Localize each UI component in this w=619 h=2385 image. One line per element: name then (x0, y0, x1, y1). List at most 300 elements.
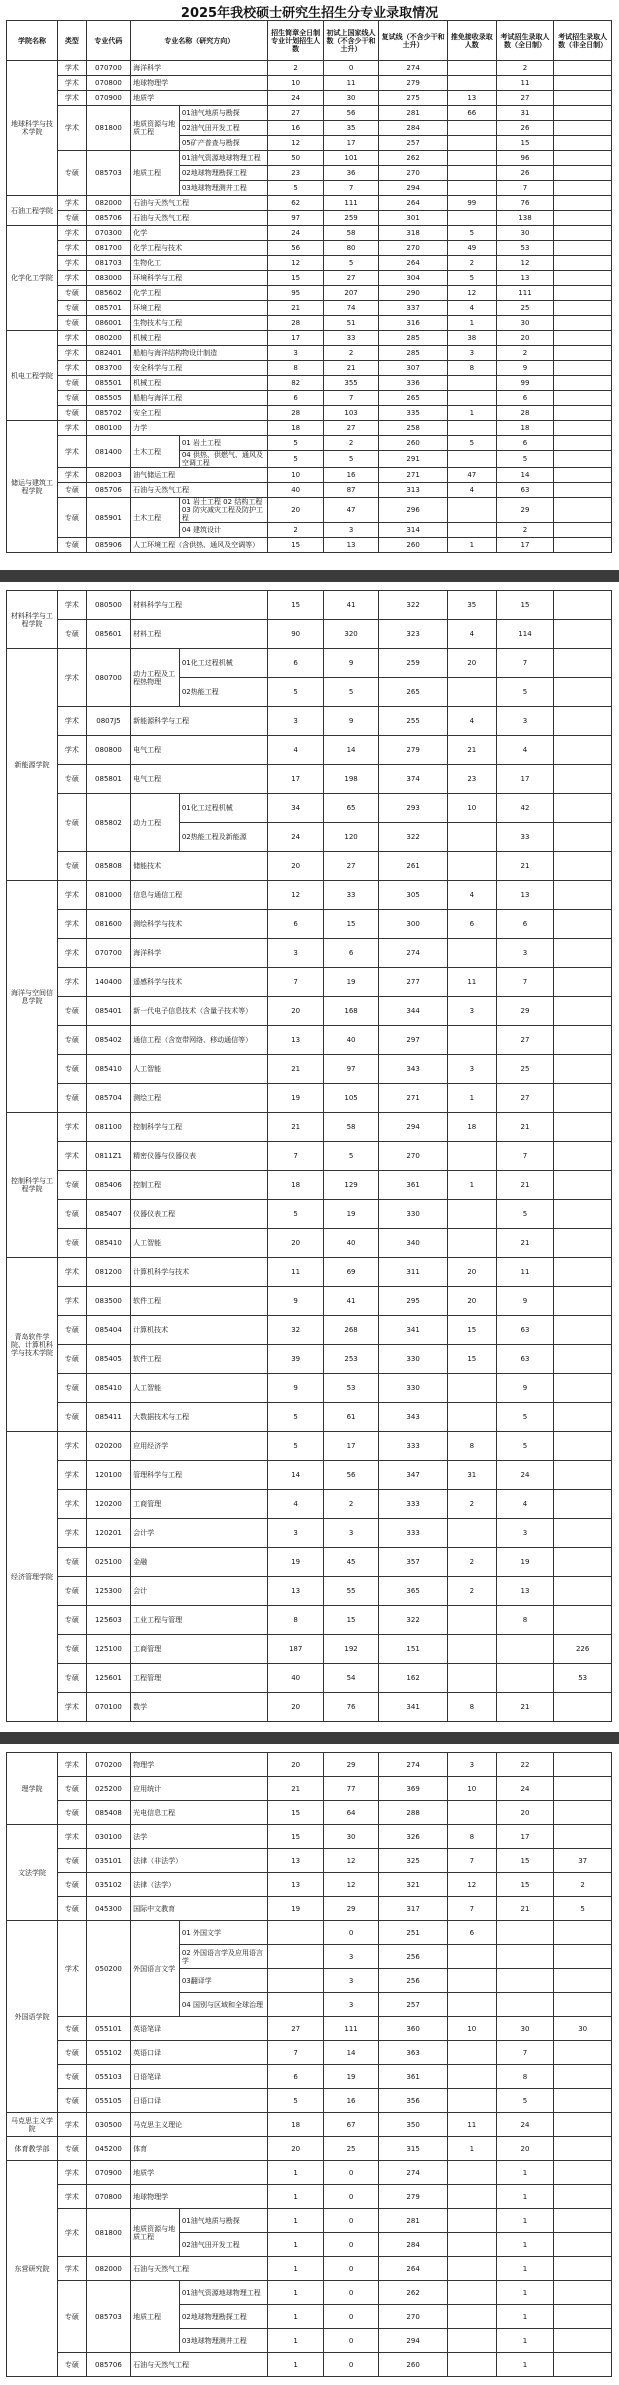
direction-cell: 01油气资源地球物理工程 (179, 2281, 268, 2305)
fulltime-cell: 1 (496, 2233, 554, 2257)
fulltime-cell: 8 (496, 2065, 554, 2089)
major-cell: 船舶与海洋工程 (131, 391, 268, 406)
parttime-cell (554, 196, 612, 211)
recommend-cell: 4 (447, 620, 496, 649)
fulltime-cell: 63 (496, 1316, 554, 1345)
retest-line-cell: 288 (379, 1801, 448, 1825)
parttime-cell (554, 1345, 612, 1374)
major-cell: 测绘工程 (131, 1084, 268, 1113)
national-line-cell: 111 (323, 196, 378, 211)
college-cell: 经济管理学院 (7, 1432, 58, 1722)
type-cell: 专硕 (57, 765, 86, 794)
national-line-cell: 105 (323, 1084, 378, 1113)
table-row (7, 1258, 612, 1287)
plan-cell: 20 (268, 1753, 323, 1777)
parttime-cell (554, 1548, 612, 1577)
fulltime-cell (496, 1664, 554, 1693)
table-row (7, 1897, 612, 1921)
parttime-cell (554, 286, 612, 301)
direction-cell: 01油气地质与勘探 (179, 2209, 268, 2233)
table-row (7, 2137, 612, 2161)
plan-cell: 21 (268, 301, 323, 316)
type-cell: 学术 (57, 196, 86, 211)
parttime-cell (554, 316, 612, 331)
page-gap-1 (0, 570, 619, 582)
fulltime-cell: 29 (496, 498, 554, 523)
national-line-cell: 19 (323, 2065, 378, 2089)
type-cell: 学术 (57, 1432, 86, 1461)
parttime-cell (554, 483, 612, 498)
national-line-cell: 320 (323, 620, 378, 649)
recommend-cell (447, 2353, 496, 2377)
retest-line-cell: 330 (379, 1374, 448, 1403)
code-cell: 083700 (86, 361, 130, 376)
fulltime-cell: 2 (496, 61, 554, 76)
plan-cell: 6 (268, 649, 323, 678)
type-cell: 学术 (57, 256, 86, 271)
plan-cell: 20 (268, 997, 323, 1026)
type-cell: 专硕 (57, 1548, 86, 1577)
retest-line-cell: 264 (379, 2257, 448, 2281)
plan-cell: 2 (268, 61, 323, 76)
national-line-cell: 0 (323, 61, 378, 76)
recommend-cell (447, 1993, 496, 2017)
retest-line-cell: 323 (379, 620, 448, 649)
direction-cell: 01油气资源地球物理工程 (179, 151, 268, 166)
fulltime-cell: 1 (496, 2209, 554, 2233)
table-row (7, 1113, 612, 1142)
type-cell: 专硕 (57, 406, 86, 421)
retest-line-cell: 275 (379, 91, 448, 106)
parttime-cell (554, 1229, 612, 1258)
recommend-cell (447, 181, 496, 196)
retest-line-cell: 325 (379, 1849, 448, 1873)
retest-line-cell: 295 (379, 1287, 448, 1316)
header-recommend: 推免接收录取人数 (447, 21, 496, 61)
page-title: 2025年我校硕士研究生招生分专业录取情况 (180, 6, 439, 21)
national-line-cell: 56 (323, 1461, 378, 1490)
header-college: 学院名称 (7, 21, 58, 61)
retest-line-cell: 333 (379, 1432, 448, 1461)
national-line-cell: 3 (323, 1993, 378, 2017)
fulltime-cell: 29 (496, 997, 554, 1026)
recommend-cell: 11 (447, 2113, 496, 2137)
parttime-cell (554, 301, 612, 316)
fulltime-cell: 3 (496, 707, 554, 736)
plan-cell (268, 1993, 323, 2017)
parttime-cell (554, 1993, 612, 2017)
recommend-cell: 11 (447, 968, 496, 997)
table-row (7, 1825, 612, 1849)
parttime-cell (554, 1969, 612, 1993)
parttime-cell (554, 852, 612, 881)
retest-line-cell: 258 (379, 421, 448, 436)
code-cell: 085703 (86, 2281, 130, 2353)
fulltime-cell: 4 (496, 1490, 554, 1519)
code-cell: 081100 (86, 1113, 130, 1142)
recommend-cell: 8 (447, 1825, 496, 1849)
recommend-cell: 8 (447, 1432, 496, 1461)
parttime-cell (554, 2209, 612, 2233)
national-line-cell: 27 (323, 421, 378, 436)
parttime-cell (554, 538, 612, 553)
recommend-cell: 47 (447, 468, 496, 483)
fulltime-cell: 17 (496, 765, 554, 794)
retest-line-cell: 322 (379, 823, 448, 852)
code-cell: 125601 (86, 1664, 130, 1693)
code-cell: 081700 (86, 241, 130, 256)
parttime-cell (554, 1403, 612, 1432)
major-cell: 石油与天然气工程 (131, 2353, 268, 2377)
code-cell: 080800 (86, 736, 130, 765)
parttime-cell (554, 1055, 612, 1084)
code-cell: 070700 (86, 61, 130, 76)
retest-line-cell: 336 (379, 376, 448, 391)
plan-cell: 18 (268, 2113, 323, 2137)
recommend-cell: 10 (447, 794, 496, 823)
fulltime-cell: 24 (496, 2113, 554, 2137)
recommend-cell: 2 (447, 1548, 496, 1577)
code-cell: 085401 (86, 997, 130, 1026)
national-line-cell: 56 (323, 106, 378, 121)
code-cell: 080700 (86, 649, 130, 707)
direction-cell: 02油气田开发工程 (179, 121, 268, 136)
type-cell: 专硕 (57, 1873, 86, 1897)
major-cell: 安全工程 (131, 406, 268, 421)
parttime-cell (554, 1606, 612, 1635)
recommend-cell: 12 (447, 1873, 496, 1897)
fulltime-cell: 5 (496, 451, 554, 468)
fulltime-cell: 21 (496, 1897, 554, 1921)
code-cell: 085701 (86, 301, 130, 316)
major-cell: 工商管理 (131, 1635, 268, 1664)
college-cell: 文法学院 (7, 1825, 58, 1921)
parttime-cell: 37 (554, 1849, 612, 1873)
retest-line-cell: 284 (379, 121, 448, 136)
code-cell: 125100 (86, 1635, 130, 1664)
recommend-cell: 6 (447, 1921, 496, 1945)
recommend-cell: 8 (447, 1693, 496, 1722)
retest-line-cell: 374 (379, 765, 448, 794)
fulltime-cell: 4 (496, 736, 554, 765)
code-cell: 085404 (86, 1316, 130, 1345)
retest-line-cell: 350 (379, 2113, 448, 2137)
fulltime-cell: 30 (496, 2017, 554, 2041)
fulltime-cell: 5 (496, 1403, 554, 1432)
plan-cell: 6 (268, 910, 323, 939)
code-cell: 085408 (86, 1801, 130, 1825)
type-cell: 学术 (57, 91, 86, 106)
national-line-cell: 14 (323, 2041, 378, 2065)
recommend-cell: 4 (447, 707, 496, 736)
retest-line-cell: 251 (379, 1921, 448, 1945)
type-cell: 专硕 (57, 1403, 86, 1432)
retest-line-cell: 301 (379, 211, 448, 226)
plan-cell: 16 (268, 121, 323, 136)
retest-line-cell: 363 (379, 2041, 448, 2065)
type-cell: 专硕 (57, 1229, 86, 1258)
sheet-page-3 (0, 1744, 619, 2385)
fulltime-cell: 21 (496, 1171, 554, 1200)
fulltime-cell: 30 (496, 226, 554, 241)
table-row (7, 1693, 612, 1722)
parttime-cell (554, 331, 612, 346)
code-cell: 070800 (86, 76, 130, 91)
major-cell: 人工智能 (131, 1055, 268, 1084)
parttime-cell (554, 2305, 612, 2329)
major-cell: 应用经济学 (131, 1432, 268, 1461)
type-cell: 学术 (57, 1258, 86, 1287)
plan-cell: 3 (268, 707, 323, 736)
parttime-cell (554, 151, 612, 166)
major-cell: 物理学 (131, 1753, 268, 1777)
table-row (7, 1548, 612, 1577)
fulltime-cell: 13 (496, 271, 554, 286)
plan-cell: 13 (268, 1849, 323, 1873)
code-cell: 083500 (86, 1287, 130, 1316)
national-line-cell: 14 (323, 736, 378, 765)
type-cell: 专硕 (57, 1316, 86, 1345)
table-row (7, 91, 612, 106)
major-cell: 石油与天然气工程 (131, 483, 268, 498)
type-cell: 专硕 (57, 1606, 86, 1635)
fulltime-cell: 12 (496, 256, 554, 271)
major-cell: 化学工程与技术 (131, 241, 268, 256)
college-cell: 新能源学院 (7, 649, 58, 881)
college-cell: 东营研究院 (7, 2161, 58, 2377)
header-code: 专业代码 (86, 21, 130, 61)
national-line-cell: 5 (323, 678, 378, 707)
plan-cell: 9 (268, 1374, 323, 1403)
fulltime-cell: 5 (496, 678, 554, 707)
parttime-cell (554, 591, 612, 620)
type-cell: 专硕 (57, 286, 86, 301)
national-line-cell: 17 (323, 136, 378, 151)
parttime-cell (554, 1142, 612, 1171)
fulltime-cell: 5 (496, 1432, 554, 1461)
parttime-cell (554, 91, 612, 106)
type-cell: 专硕 (57, 2137, 86, 2161)
type-cell: 专硕 (57, 1635, 86, 1664)
type-cell: 学术 (57, 881, 86, 910)
fulltime-cell: 3 (496, 939, 554, 968)
recommend-cell (447, 1606, 496, 1635)
plan-cell: 1 (268, 2305, 323, 2329)
national-line-cell: 0 (323, 2257, 378, 2281)
direction-cell: 02油气田开发工程 (179, 2233, 268, 2257)
type-cell: 专硕 (57, 498, 86, 538)
fulltime-cell: 27 (496, 91, 554, 106)
major-cell: 控制科学与工程 (131, 1113, 268, 1142)
plan-cell: 34 (268, 794, 323, 823)
type-cell: 专硕 (57, 391, 86, 406)
plan-cell: 4 (268, 1490, 323, 1519)
table-row (7, 346, 612, 361)
fulltime-cell: 76 (496, 196, 554, 211)
parttime-cell (554, 1113, 612, 1142)
plan-cell: 20 (268, 852, 323, 881)
recommend-cell: 3 (447, 997, 496, 1026)
recommend-cell (447, 1200, 496, 1229)
retest-line-cell: 304 (379, 271, 448, 286)
recommend-cell: 10 (447, 2017, 496, 2041)
college-cell: 控制科学与工程学院 (7, 1113, 58, 1258)
national-line-cell: 0 (323, 2185, 378, 2209)
parttime-cell (554, 361, 612, 376)
national-line-cell: 76 (323, 1693, 378, 1722)
parttime-cell (554, 2137, 612, 2161)
type-cell: 专硕 (57, 1577, 86, 1606)
plan-cell: 39 (268, 1345, 323, 1374)
code-cell: 070100 (86, 1693, 130, 1722)
plan-cell: 15 (268, 271, 323, 286)
major-cell: 通信工程（含宽带网络、移动通信等） (131, 1026, 268, 1055)
type-cell: 学术 (57, 1142, 86, 1171)
fulltime-cell: 7 (496, 968, 554, 997)
parttime-cell (554, 1777, 612, 1801)
retest-line-cell: 262 (379, 2281, 448, 2305)
retest-line-cell: 264 (379, 256, 448, 271)
recommend-cell (447, 523, 496, 538)
parttime-cell (554, 2065, 612, 2089)
type-cell: 专硕 (57, 852, 86, 881)
major-cell: 英语笔译 (131, 2017, 268, 2041)
recommend-cell (447, 1945, 496, 1969)
major-cell: 会计学 (131, 1519, 268, 1548)
type-cell: 学术 (57, 939, 86, 968)
type-cell: 学术 (57, 1461, 86, 1490)
retest-line-cell: 322 (379, 1606, 448, 1635)
code-cell: 085802 (86, 794, 130, 852)
plan-cell: 82 (268, 376, 323, 391)
code-cell: 020200 (86, 1432, 130, 1461)
parttime-cell (554, 1432, 612, 1461)
national-line-cell: 168 (323, 997, 378, 1026)
table-row (7, 1374, 612, 1403)
admission-table-1 (6, 20, 612, 553)
recommend-cell (447, 1374, 496, 1403)
parttime-cell (554, 2329, 612, 2353)
fulltime-cell: 63 (496, 1345, 554, 1374)
recommend-cell: 18 (447, 1113, 496, 1142)
recommend-cell (447, 1801, 496, 1825)
type-cell: 学术 (57, 241, 86, 256)
major-cell: 生物化工 (131, 256, 268, 271)
recommend-cell (447, 823, 496, 852)
type-cell: 学术 (57, 1921, 86, 2017)
national-line-cell: 13 (323, 538, 378, 553)
plan-cell: 6 (268, 2065, 323, 2089)
parttime-cell (554, 2041, 612, 2065)
retest-line-cell: 316 (379, 316, 448, 331)
national-line-cell: 101 (323, 151, 378, 166)
code-cell: 045200 (86, 2137, 130, 2161)
type-cell: 学术 (57, 331, 86, 346)
fulltime-cell: 20 (496, 2137, 554, 2161)
parttime-cell (554, 1753, 612, 1777)
code-cell: 055103 (86, 2065, 130, 2089)
major-cell: 土木工程 (131, 436, 180, 468)
direction-cell: 01 外国文学 (179, 1921, 268, 1945)
table-row (7, 1055, 612, 1084)
table-row (7, 331, 612, 346)
table-row (7, 1490, 612, 1519)
parttime-cell (554, 346, 612, 361)
retest-line-cell: 294 (379, 1113, 448, 1142)
type-cell: 学术 (57, 1825, 86, 1849)
table-row (7, 910, 612, 939)
code-cell: 082000 (86, 196, 130, 211)
code-cell: 081800 (86, 2209, 130, 2257)
fulltime-cell: 99 (496, 376, 554, 391)
code-cell: 081703 (86, 256, 130, 271)
fulltime-cell: 6 (496, 436, 554, 451)
major-cell: 外国语言文学 (131, 1921, 180, 2017)
major-cell: 数学 (131, 1693, 268, 1722)
national-line-cell: 198 (323, 765, 378, 794)
major-cell: 遥感科学与技术 (131, 968, 268, 997)
recommend-cell: 1 (447, 1084, 496, 1113)
plan-cell: 3 (268, 346, 323, 361)
admission-table-3 (6, 1752, 612, 2377)
parttime-cell: 30 (554, 2017, 612, 2041)
plan-cell: 15 (268, 538, 323, 553)
recommend-cell: 12 (447, 286, 496, 301)
parttime-cell (554, 451, 612, 468)
code-cell: 125603 (86, 1606, 130, 1635)
fulltime-cell: 19 (496, 1548, 554, 1577)
code-cell: 140400 (86, 968, 130, 997)
parttime-cell (554, 166, 612, 181)
parttime-cell (554, 376, 612, 391)
parttime-cell (554, 1026, 612, 1055)
direction-cell: 02热能工程及新能源 (179, 823, 268, 852)
code-cell: 085801 (86, 765, 130, 794)
college-cell: 地球科学与技术学院 (7, 61, 58, 196)
retest-line-cell: 365 (379, 1577, 448, 1606)
plan-cell: 5 (268, 678, 323, 707)
parttime-cell (554, 794, 612, 823)
national-line-cell: 355 (323, 376, 378, 391)
fulltime-cell: 27 (496, 1084, 554, 1113)
parttime-cell (554, 1921, 612, 1945)
code-cell: 085906 (86, 538, 130, 553)
major-cell: 法律（法学） (131, 1873, 268, 1897)
recommend-cell (447, 61, 496, 76)
major-cell: 金融 (131, 1548, 268, 1577)
retest-line-cell: 281 (379, 2209, 448, 2233)
retest-line-cell: 318 (379, 226, 448, 241)
plan-cell: 50 (268, 151, 323, 166)
major-cell: 软件工程 (131, 1345, 268, 1374)
type-cell: 学术 (57, 1113, 86, 1142)
major-cell: 大数据技术与工程 (131, 1403, 268, 1432)
plan-cell: 7 (268, 1142, 323, 1171)
plan-cell: 27 (268, 2017, 323, 2041)
fulltime-cell: 1 (496, 2281, 554, 2305)
plan-cell: 8 (268, 1606, 323, 1635)
type-cell: 专硕 (57, 1849, 86, 1873)
major-cell: 安全科学与工程 (131, 361, 268, 376)
retest-line-cell: 291 (379, 451, 448, 468)
fulltime-cell: 25 (496, 1055, 554, 1084)
parttime-cell (554, 997, 612, 1026)
plan-cell: 21 (268, 1113, 323, 1142)
direction-cell: 02 外国语言学及应用语言学 (179, 1945, 268, 1969)
retest-line-cell: 311 (379, 1258, 448, 1287)
fulltime-cell: 21 (496, 1693, 554, 1722)
plan-cell: 7 (268, 968, 323, 997)
